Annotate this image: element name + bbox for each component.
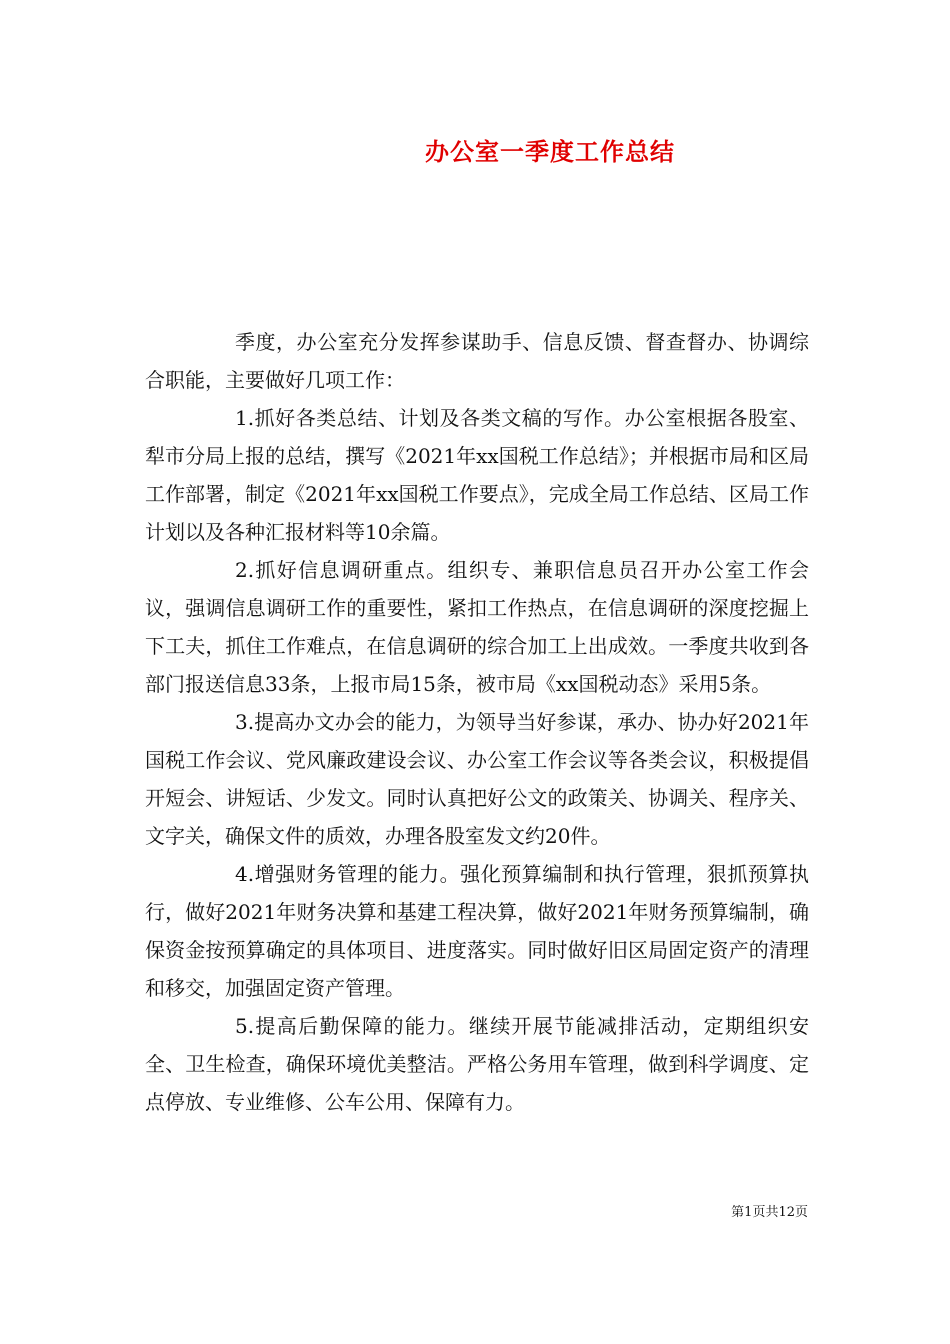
paragraph-item-2: 2.抓好信息调研重点。组织专、兼职信息员召开办公室工作会议，强调信息调研工作的重要性，紧扣工作热点，在信息调研的深度挖掘上下工夫，抓住工作难点，在信息调研的综合加工上出成效。一季度共收到各部门报送信息33条，上报市局15条，被市局《xx国税动态》采用5条。 <box>145 558 809 696</box>
page-number-footer: 第1页共12页 <box>731 1205 808 1220</box>
paragraph-item-1: 1.抓好各类总结、计划及各类文稿的写作。办公室根据各股室、犁市分局上报的总结，撰写《2021年xx国税工作总结》；并根据市局和区局工作部署，制定《2021年xx国税工作要点》，完成全局工作总结、区局工作计划以及各种汇报材料等10余篇。 <box>145 406 809 544</box>
document-body <box>145 323 809 1121</box>
paragraph-item-5: 5.提高后勤保障的能力。继续开展节能减排活动，定期组织安全、卫生检查，确保环境优美整洁。严格公务用车管理，做到科学调度、定点停放、专业维修、公车公用、保障有力。 <box>145 1014 809 1114</box>
paragraph-item-4: 4.增强财务管理的能力。强化预算编制和执行管理，狠抓预算执行，做好2021年财务决算和基建工程决算，做好2021年财务预算编制，确保资金按预算确定的具体项目、进度落实。同时做好旧区局固定资产的清理和移交，加强固定资产管理。 <box>145 862 809 1000</box>
paragraph-item-3: 3.提高办文办会的能力，为领导当好参谋，承办、协办好2021年国税工作会议、党风廉政建设会议、办公室工作会议等各类会议，积极提倡开短会、讲短话、少发文。同时认真把好公文的政策关、协调关、程序关、文字关，确保文件的质效，办理各股室发文约20件。 <box>145 710 809 848</box>
document-title: 办公室一季度工作总结 <box>425 137 675 166</box>
intro-paragraph: 季度，办公室充分发挥参谋助手、信息反馈、督查督办、协调综合职能，主要做好几项工作： <box>145 330 809 392</box>
